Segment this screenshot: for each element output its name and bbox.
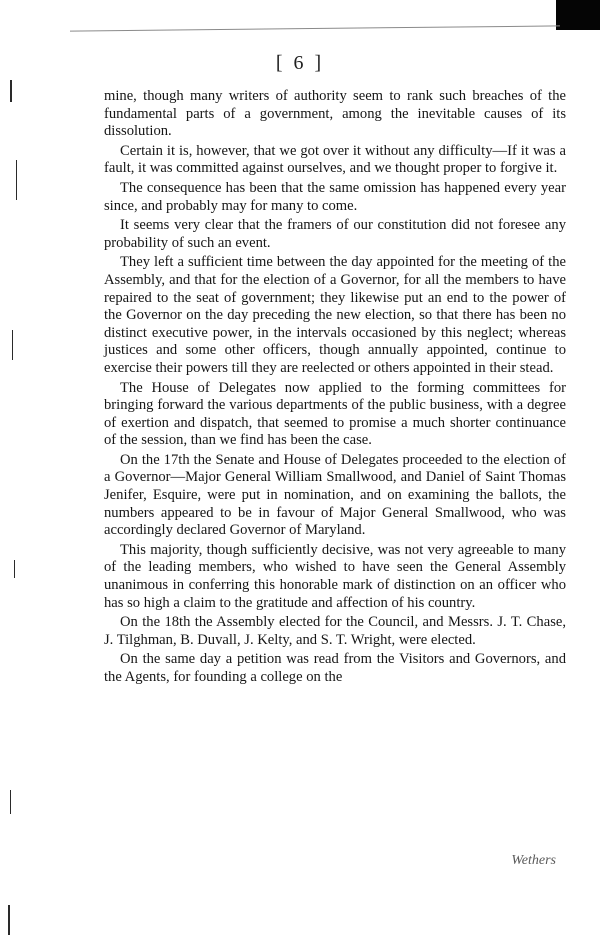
document-body — [104, 88, 566, 689]
paragraph: On the 18th the Assembly elected for the Council, and Messrs. J. T. Chase, J. Tilghman, B. Duvall, J. Kelty, and S. T. Wright, were elected. — [104, 614, 566, 648]
left-margin-mark — [16, 160, 17, 200]
left-margin-mark — [14, 560, 15, 578]
paragraph: They left a sufficient time between the day appointed for the meeting of the Assembly, and that for the election of a Governor, for all the members to have repaired to the seat of government; they likewise put an end to the power of the Governor on the day preceding the new election, so that there has been no distinct executive power, in the intervals occasioned by this neglect; whereas justices and some other officers, though annually appointed, continue to exercise their powers till they are reelected or others appointed in their stead. — [104, 254, 566, 376]
left-margin-mark — [8, 905, 10, 935]
left-margin-mark — [12, 330, 13, 360]
paragraph: The consequence has been that the same omission has happened every year since, and probably may for many to come. — [104, 179, 566, 214]
left-margin-mark — [10, 80, 12, 102]
paragraph: mine, though many writers of authority seem to rank such breaches of the fundamental parts of a government, among the inevitable causes of its dissolution. — [104, 88, 566, 140]
paragraph: On the 17th the Senate and House of Delegates proceeded to the election of a Governor—Major General William Smallwood, and Daniel of Saint Thomas Jenifer, Esquire, were put in nomination, and on examining the ballots, the numbers appeared to be in favour of Major General Smallwood, who was accordingly declared Governor of Maryland. — [104, 451, 566, 539]
paragraph: This majority, though sufficiently decisive, was not very agreeable to many of the leading members, who wished to have seen the General Assembly unanimous in conferring this honorable mark of distinction on an officer who has so high a claim to the gratitude and affection of his country. — [104, 541, 566, 611]
paragraph: The House of Delegates now applied to the forming committees for bringing forward the various departments of the public business, with a degree of exertion and dispatch, that seemed to promise a much shorter continuance of the session, than we find has been the case. — [104, 379, 566, 449]
left-margin-mark — [10, 790, 11, 814]
page-number: [ 6 ] — [275, 52, 325, 74]
catchword: Wethers — [511, 853, 556, 868]
paragraph: On the same day a petition was read from the Visitors and Governors, and the Agents, for founding a college on the — [104, 651, 566, 685]
paragraph: It seems very clear that the framers of our constitution did not foresee any probability of such an event. — [104, 217, 566, 251]
paragraph: Certain it is, however, that we got over it without any difficulty—If it was a fault, it was committed against ourselves, and we thought proper to forgive it. — [104, 142, 566, 177]
page-top-edge — [70, 25, 560, 35]
scan-corner-shadow — [556, 0, 600, 30]
